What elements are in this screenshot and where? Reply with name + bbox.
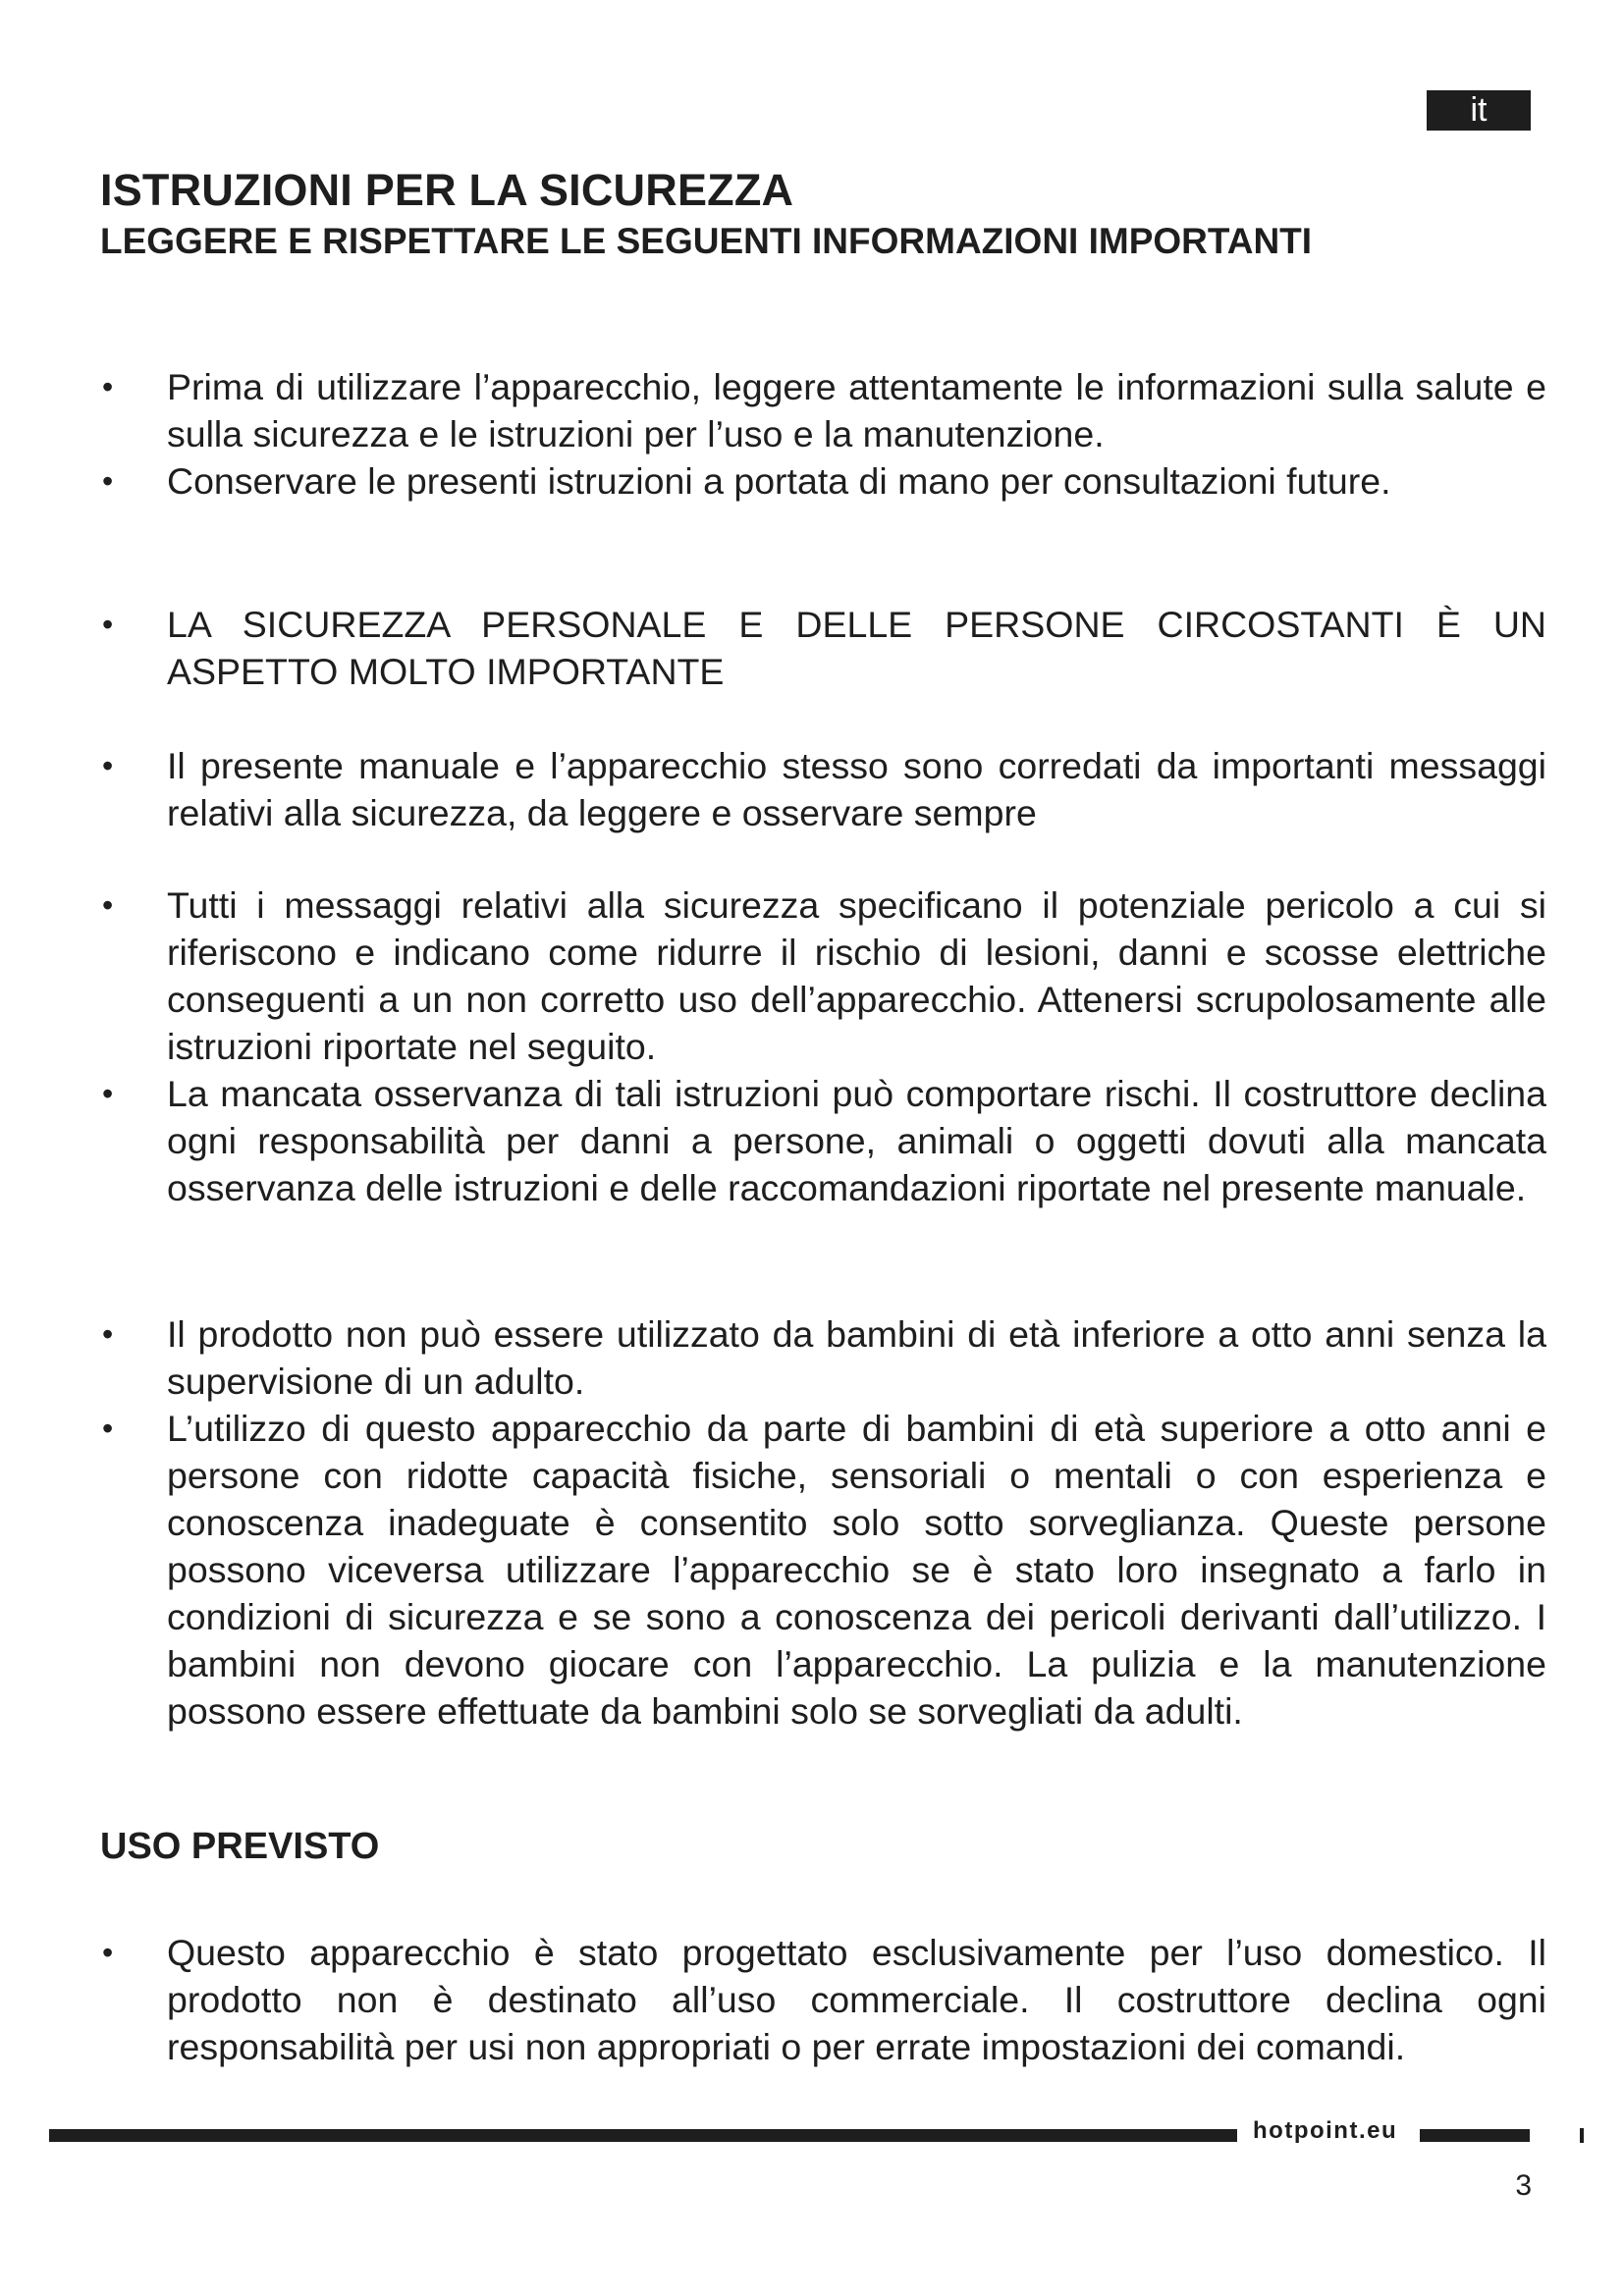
list-item: • La mancata osservanza di tali istruzioni può comportare rischi. Il costruttore declina ogni responsabilità per danni a persone, animali o oggetti dovuti alla mancata osservanza delle istruzioni e delle raccomandazioni riportate nel presente manuale. xyxy=(98,1070,1546,1211)
list-item: • Tutti i messaggi relativi alla sicurezza specificano il potenziale pericolo a cui si riferiscono e indicano come ridurre il rischio di lesioni, danni e scosse elettriche conseguenti a un non corretto uso dell’apparecchio. Attenersi scrupolosamente alle istruzioni riportate nel seguito. xyxy=(98,881,1546,1070)
footer-brand: hotpoint.eu xyxy=(1253,2117,1398,2144)
page-number: 3 xyxy=(1515,2169,1532,2202)
safety-list-children xyxy=(98,1310,1546,1735)
safety-list-general xyxy=(98,363,1546,505)
safety-list-hazards xyxy=(98,881,1546,1211)
page-subtitle: LEGGERE E RISPETTARE LE SEGUENTI INFORMAZIONI IMPORTANTI xyxy=(100,221,1313,261)
safety-list-personal xyxy=(98,601,1546,695)
safety-list-messages xyxy=(98,742,1546,836)
list-item: • Prima di utilizzare l’apparecchio, leggere attentamente le informazioni sulla salute e sulla sicurezza e le istruzioni per l’uso e la manutenzione. xyxy=(98,363,1546,457)
list-item: • LA SICUREZZA PERSONALE E DELLE PERSONE CIRCOSTANTI È UN ASPETTO MOLTO IMPORTANTE xyxy=(98,601,1546,695)
list-item: • Il prodotto non può essere utilizzato da bambini di età inferiore a otto anni senza la supervisione di un adulto. xyxy=(98,1310,1546,1405)
language-badge: it xyxy=(1427,90,1531,131)
section-heading-uso-previsto: USO PREVISTO xyxy=(100,1826,380,1867)
list-item: • Conservare le presenti istruzioni a portata di mano per consultazioni future. xyxy=(98,457,1546,505)
footer-rule xyxy=(1420,2129,1530,2142)
intended-use-list xyxy=(98,1929,1546,2070)
list-item: • Il presente manuale e l’apparecchio stesso sono corredati da importanti messaggi relativi alla sicurezza, da leggere e osservare sempre xyxy=(98,742,1546,836)
page-title: ISTRUZIONI PER LA SICUREZZA xyxy=(100,165,794,215)
list-item: • L’utilizzo di questo apparecchio da parte di bambini di età superiore a otto anni e persone con ridotte capacità fisiche, sensoriali o mentali o con esperienza e conoscenza inadeguate è consentito solo sotto sorveglianza. Queste persone possono viceversa utilizzare l’apparecchio se è stato loro insegnato a farlo in condizioni di sicurezza e se sono a conoscenza dei pericoli derivanti dall’utilizzo. I bambini non devono giocare con l’apparecchio. La pulizia e la manutenzione possono essere effettuate da bambini solo se sorvegliati da adulti. xyxy=(98,1405,1546,1735)
footer-rule xyxy=(49,2129,1237,2142)
footer-tick-mark xyxy=(1580,2128,1584,2143)
list-item: • Questo apparecchio è stato progettato esclusivamente per l’uso domestico. Il prodotto non è destinato all’uso commerciale. Il costruttore declina ogni responsabilità per usi non appropriati o per errate impostazioni dei comandi. xyxy=(98,1929,1546,2070)
